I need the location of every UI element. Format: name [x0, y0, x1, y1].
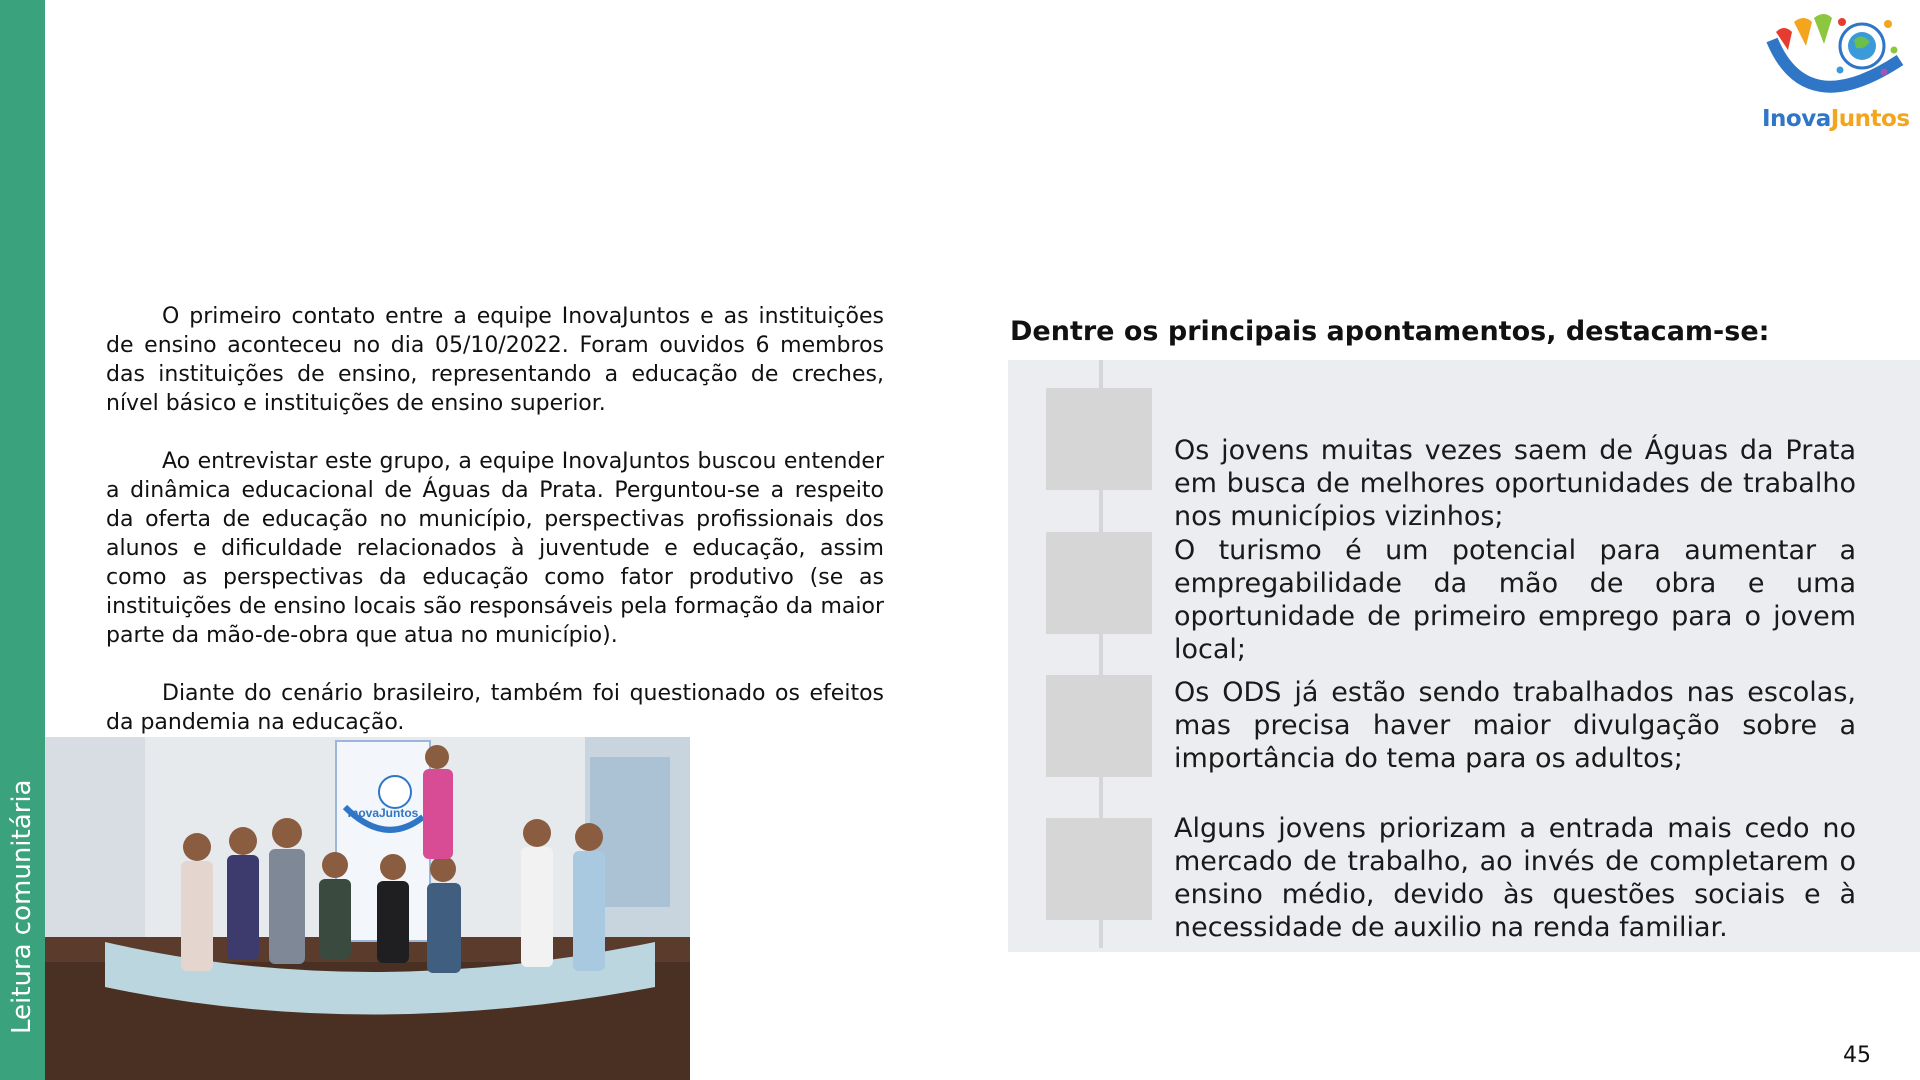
- highlights-title: Dentre os principais apontamentos, destacam-se:: [1010, 316, 1770, 347]
- highlight-text: Alguns jovens priorizam a entrada mais cedo no mercado de trabalho, ao invés de completarem o ensino médio, devido às questões sociais e à necessidade de auxilio na renda familiar.: [1174, 813, 1856, 943]
- highlight-text: O turismo é um potencial para aumentar a empregabilidade da mão de obra e uma oportunidade de primeiro emprego para o jovem local;: [1174, 535, 1856, 665]
- page-number: 45: [1843, 1043, 1871, 1068]
- inovajuntos-logo: [1756, 10, 1910, 136]
- group-photo-illustration: [45, 737, 690, 1080]
- paragraph: Diante do cenário brasileiro, também foi questionado os efeitos da pandemia na educação.: [106, 681, 884, 735]
- highlight-marker: [1046, 675, 1152, 777]
- logo-emblem: [1766, 10, 1906, 106]
- sidebar: [0, 0, 45, 1080]
- highlight-marker: [1046, 818, 1152, 920]
- highlight-text: Os jovens muitas vezes saem de Águas da Prata em busca de melhores oportunidades de trabalho nos municípios vizinhos;: [1174, 435, 1856, 532]
- paragraph: Ao entrevistar este grupo, a equipe InovaJuntos buscou entender a dinâmica educacional de Águas da Prata. Perguntou-se a respeito da oferta de educação no município, perspectivas profissionais dos alunos e dificuldade relacionados à juventude e educação, assim como as perspectivas da educação como fator produtivo (se as instituições de ensino locais são responsáveis pela formação da maior parte da mão-de-obra que atua no município).: [106, 449, 884, 648]
- highlights-panel: [1008, 360, 1920, 952]
- body-text: [106, 302, 884, 766]
- paragraph: O primeiro contato entre a equipe InovaJuntos e as instituições de ensino aconteceu no dia 05/10/2022. Foram ouvidos 6 membros das instituições de ensino, representando a educação de creches, nível básico e instituições de ensino superior.: [106, 304, 884, 416]
- highlight-marker: [1046, 532, 1152, 634]
- logo-text: InovaJuntos: [1762, 106, 1910, 132]
- highlight-marker: [1046, 388, 1152, 490]
- banner-text: InovaJuntos: [347, 806, 419, 820]
- group-photo: [45, 737, 690, 1080]
- highlight-text: Os ODS já estão sendo trabalhados nas escolas, mas precisa haver maior divulgação sobre a importância do tema para os adultos;: [1174, 677, 1856, 774]
- sidebar-label: Leitura comunitária: [7, 779, 37, 1034]
